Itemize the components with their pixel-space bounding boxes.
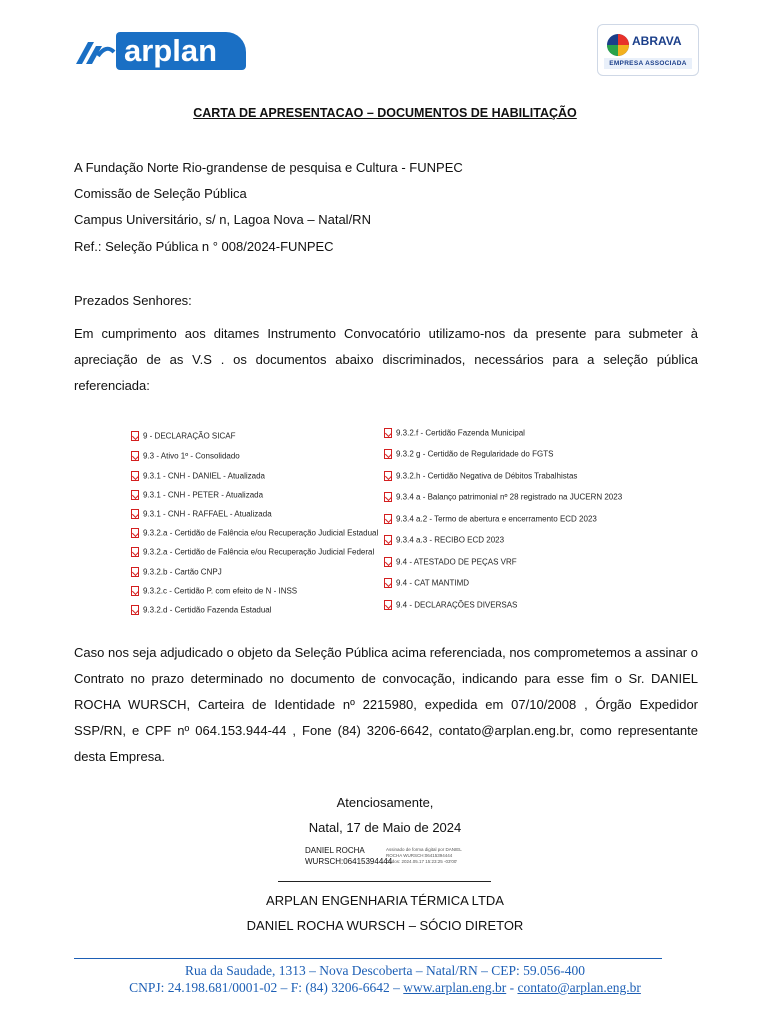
letter-title: CARTA DE APRESENTACAO – DOCUMENTOS DE HABILITAÇÃO [193, 106, 577, 120]
pdf-icon [131, 471, 139, 481]
document-item[interactable]: 9.3.1 - CNH - RAFFAEL - Atualizada [131, 509, 272, 521]
document-item[interactable]: 9.3.1 - CNH - DANIEL - Atualizada [131, 471, 265, 483]
pdf-icon [384, 471, 392, 481]
document-item[interactable]: 9.4 - DECLARAÇÕES DIVERSAS [384, 600, 517, 612]
document-item[interactable]: 9.3.2.f - Certidão Fazenda Municipal [384, 428, 525, 440]
email-link[interactable]: contato@arplan.eng.br [517, 980, 641, 995]
signature-note: Assinado de forma digital por DANIEL ROCHA WURSCH:06415394444 Dados: 2024.05.17 15:23:25 -03'00' [386, 847, 462, 864]
place-date: Natal, 17 de Maio de 2024 [308, 820, 462, 835]
document-item[interactable]: 9.3.2.a - Certidão de Falência e/ou Recuperação Judicial Federal [131, 547, 374, 559]
pdf-icon [131, 451, 139, 461]
document-item[interactable]: 9.3.2.h - Certidão Negativa de Débitos Trabalhistas [384, 471, 577, 483]
arplan-logo [74, 30, 249, 74]
document-item[interactable]: 9.3.4 a - Balanço patrimonial nº 28 registrado na JUCERN 2023 [384, 492, 622, 504]
reference-line: Ref.: Seleção Pública n ° 008/2024-FUNPEC [74, 239, 334, 254]
footer-address: Rua da Saudade, 1313 – Nova Descoberta – Natal/RN – CEP: 59.056-400 [184, 963, 586, 978]
document-item[interactable]: 9.4 - ATESTADO DE PEÇAS VRF [384, 557, 517, 569]
document-item[interactable]: 9.3.2.b - Cartão CNPJ [131, 567, 222, 579]
pdf-icon [131, 528, 139, 538]
document-item[interactable]: 9.3.2 g - Certidão de Regularidade do FGTS [384, 449, 553, 461]
arplan-mark-icon [74, 34, 116, 70]
arplan-logo-text: arplan [116, 32, 246, 70]
pdf-icon [131, 586, 139, 596]
intro-paragraph: Em cumprimento aos ditames Instrumento Convocatório utilizamo-nos da presente para submeter à apreciação de as V.S . os documentos abaixo discriminados, necessários para a seleção pública referenciada: [74, 326, 698, 393]
pdf-icon [131, 567, 139, 577]
website-link[interactable]: www.arplan.eng.br [403, 980, 507, 995]
pdf-icon [131, 490, 139, 500]
pdf-icon [131, 605, 139, 615]
document-item[interactable]: 9.3.2.a - Certidão de Falência e/ou Recuperação Judicial Estadual [131, 528, 378, 540]
signature-line [278, 881, 491, 882]
pdf-icon [384, 578, 392, 588]
document-item[interactable]: 9.3.4 a.3 - RECIBO ECD 2023 [384, 535, 504, 547]
closing: Atenciosamente, [336, 795, 434, 810]
pdf-icon [384, 600, 392, 610]
pdf-icon [384, 514, 392, 524]
abrava-name: ABRAVA [632, 34, 682, 48]
company-name: ARPLAN ENGENHARIA TÉRMICA LTDA [266, 893, 504, 908]
signature-name: DANIEL ROCHA WURSCH:06415394444 [305, 846, 393, 866]
document-item[interactable]: 9.3.2.d - Certidão Fazenda Estadual [131, 605, 272, 617]
pdf-icon [131, 431, 139, 441]
pdf-icon [384, 557, 392, 567]
pdf-icon [384, 535, 392, 545]
pdf-icon [131, 547, 139, 557]
abrava-globe-icon [606, 33, 630, 57]
pdf-icon [384, 449, 392, 459]
document-item[interactable]: 9 - DECLARAÇÃO SICAF [131, 431, 235, 443]
document-item[interactable]: 9.3.1 - CNH - PETER - Atualizada [131, 490, 263, 502]
footer-contact: CNPJ: 24.198.681/0001-02 – F: (84) 3206-6642 – www.arplan.eng.br - contato@arplan.eng.br [129, 980, 641, 995]
abrava-logo [597, 24, 699, 76]
address-line-3: Campus Universitário, s/ n, Lagoa Nova – Natal/RN [74, 212, 371, 227]
commitment-paragraph: Caso nos seja adjudicado o objeto da Seleção Pública acima referenciada, nos comprometemos a assinar o Contrato no prazo determinado no documento de convocação, indicando para esse fim o Sr. DANIEL ROCHA WURSCH, Carteira de Identidade nº 2215980, expedida em 07/10/2008 , Órgão Expedidor SSP/RN, e CPF nº 064.153.944-44 , Fone (84) 3206-6642, contato@arplan.eng.br, como representante desta Empresa. [74, 645, 698, 764]
pdf-icon [131, 509, 139, 519]
pdf-icon [384, 492, 392, 502]
abrava-badge: EMPRESA ASSOCIADA [604, 58, 692, 69]
document-item[interactable]: 9.4 - CAT MANTIMD [384, 578, 469, 590]
footer-divider [74, 958, 662, 959]
document-item[interactable]: 9.3 - Ativo 1º - Consolidado [131, 451, 240, 463]
signer-role: DANIEL ROCHA WURSCH – SÓCIO DIRETOR [246, 918, 524, 933]
document-item[interactable]: 9.3.2.c - Certidão P. com efeito de N - INSS [131, 586, 297, 598]
pdf-icon [384, 428, 392, 438]
greeting: Prezados Senhores: [74, 293, 192, 308]
address-line-2: Comissão de Seleção Pública [74, 186, 247, 201]
address-line-1: A Fundação Norte Rio-grandense de pesquisa e Cultura - FUNPEC [74, 160, 463, 175]
document-item[interactable]: 9.3.4 a.2 - Termo de abertura e encerramento ECD 2023 [384, 514, 597, 526]
